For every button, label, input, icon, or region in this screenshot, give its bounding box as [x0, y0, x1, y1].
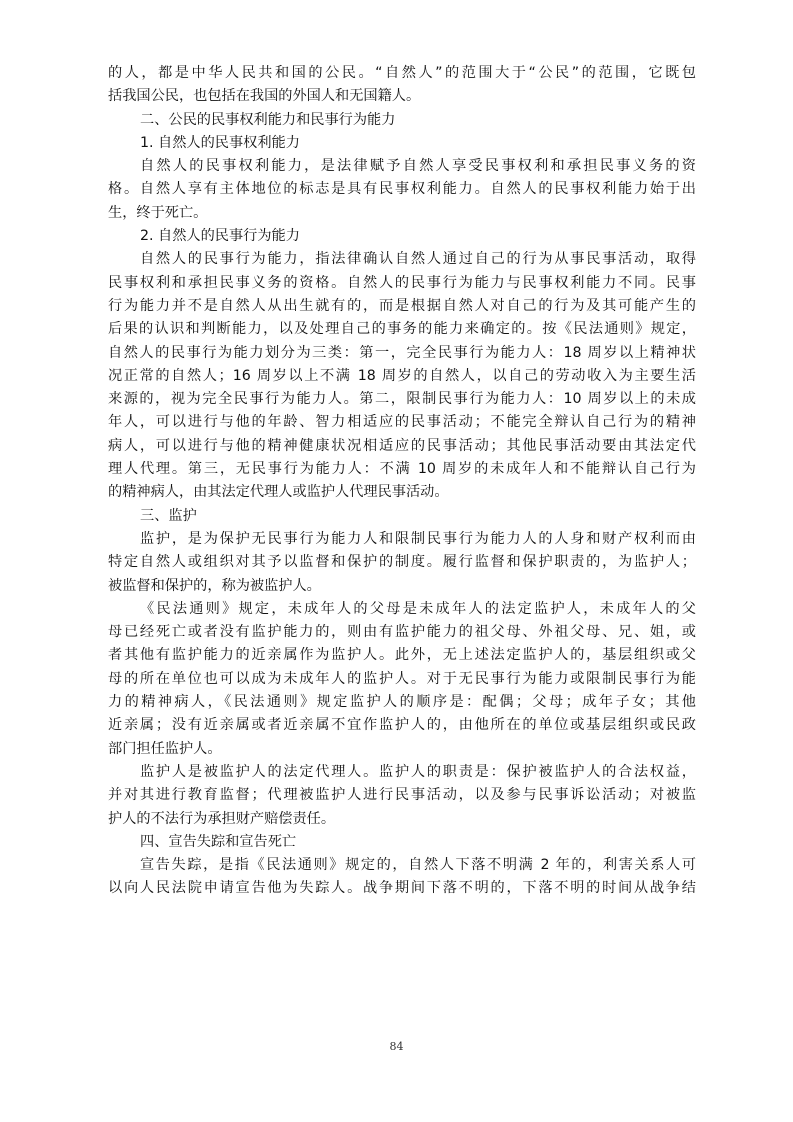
paragraph-line: 被监督和保护的，称为被监护人。 [108, 577, 321, 594]
section-heading: 四、宣告失踪和宣告死亡 [140, 833, 297, 850]
section-heading: 二、公民的民事权利能力和民事行为能力 [140, 111, 396, 128]
paragraph-line: 来源的，视为完全民事行为能力人。第二，限制民事行为能力人：10 周岁以上的未成 [108, 391, 696, 408]
paragraph-line: 宣告失踪，是指《民法通则》规定的，自然人下落不明满 2 年的，利害关系人可 [140, 857, 696, 874]
page-number: 84 [389, 1040, 404, 1053]
paragraph-line: 理人代理。第三，无民事行为能力人：不满 10 周岁的未成年人和不能辩认自己行为 [108, 461, 696, 478]
paragraph-line: 年人，可以进行与他的年龄、智力相适应的民事活动；不能完全辩认自己行为的精神 [108, 414, 696, 431]
paragraph-line: 《民法通则》规定，未成年人的父母是未成年人的法定监护人，未成年人的父 [140, 600, 696, 617]
paragraph-line: 母的所在单位也可以成为未成年人的监护人。对于无民事行为能力或限制民事行为能 [108, 670, 696, 687]
paragraph-line: 部门担任监护人。 [108, 740, 222, 757]
paragraph-line: 监护，是为保护无民事行为能力人和限制民事行为能力人的人身和财产权利而由 [140, 530, 696, 547]
paragraph-line: 自然人的民事权利能力，是法律赋予自然人享受民事权利和承担民事义务的资 [140, 158, 696, 175]
paragraph-line: 监护人是被监护人的法定代理人。监护人的职责是：保护被监护人的合法权益， [140, 763, 696, 780]
paragraph-line: 自然人的民事行为能力，指法律确认自然人通过自己的行为从事民事活动，取得 [140, 251, 696, 268]
paragraph-line: 以向人民法院申请宣告他为失踪人。战争期间下落不明的，下落不明的时间从战争结 [108, 880, 696, 897]
paragraph-line: 的人，都是中华人民共和国的公民。“自然人”的范围大于“公民”的范围，它既包 [108, 65, 696, 81]
paragraph-line: 力的精神病人，《民法通则》规定监护人的顺序是：配偶；父母；成年子女；其他 [108, 694, 696, 711]
paragraph-line: 近亲属；没有近亲属或者近亲属不宜作监护人的，由他所在的单位或基层组织或民政 [108, 717, 696, 734]
paragraph-line: 的精神病人，由其法定代理人或监护人代理民事活动。 [108, 484, 449, 501]
section-heading: 三、监护 [140, 507, 197, 524]
paragraph-line: 况正常的自然人；16 周岁以上不满 18 周岁的自然人，以自己的劳动收入为主要生活 [108, 367, 696, 384]
paragraph-line: 民事权利和承担民事义务的资格。自然人的民事行为能力与民事权利能力不同。民事 [108, 274, 696, 291]
paragraph-line: 并对其进行教育监督；代理被监护人进行民事活动，以及参与民事诉讼活动；对被监 [108, 787, 696, 804]
paragraph-line: 母已经死亡或者没有监护能力的，则由有监护能力的祖父母、外祖父母、兄、姐，或 [108, 624, 696, 641]
paragraph-line: 行为能力并不是自然人从出生就有的，而是根据自然人对自己的行为及其可能产生的 [108, 297, 696, 314]
paragraph-line: 括我国公民，也包括在我国的外国人和无国籍人。 [108, 88, 421, 105]
paragraph-line: 生，终于死亡。 [108, 204, 208, 221]
subsection-heading: 2. 自然人的民事行为能力 [140, 228, 300, 245]
paragraph-line: 自然人的民事行为能力划分为三类：第一，完全民事行为能力人：18 周岁以上精神状 [108, 344, 696, 361]
paragraph-line: 后果的认识和判断能力，以及处理自己的事务的能力来确定的。按《民法通则》规定， [108, 321, 696, 338]
paragraph-line: 格。自然人享有主体地位的标志是具有民事权利能力。自然人的民事权利能力始于出 [108, 181, 696, 198]
paragraph-line: 者其他有监护能力的近亲属作为监护人。此外，无上述法定监护人的，基层组织或父 [108, 647, 696, 664]
paragraph-line: 护人的不法行为承担财产赔偿责任。 [108, 810, 336, 827]
subsection-heading: 1. 自然人的民事权利能力 [140, 134, 300, 151]
document-body [108, 62, 696, 901]
paragraph-line: 病人，可以进行与他的精神健康状况相适应的民事活动；其他民事活动要由其法定代 [108, 437, 696, 454]
paragraph-line: 特定自然人或组织对其予以监督和保护的制度。履行监督和保护职责的，为监护人； [108, 554, 696, 571]
